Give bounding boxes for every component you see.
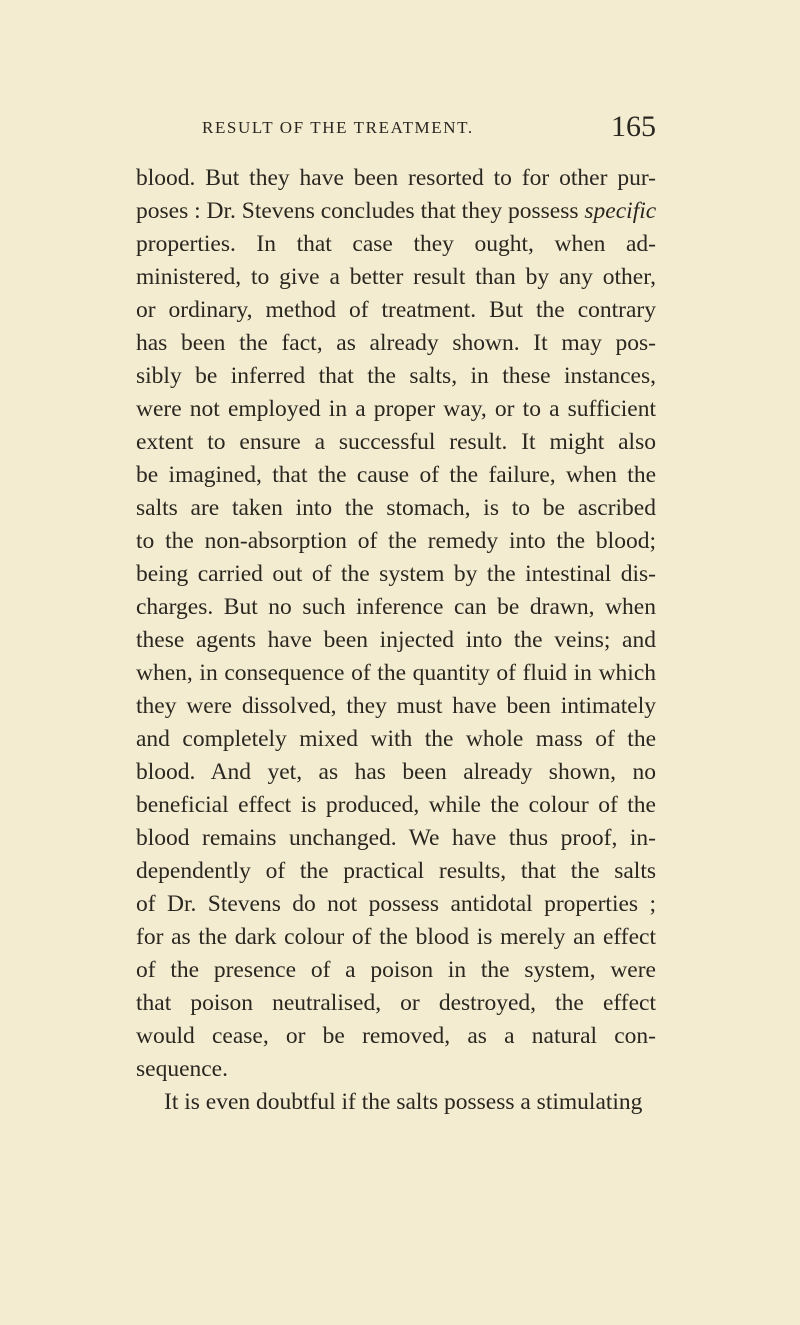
text-line: blood. And yet, as has been already shown, no bbox=[136, 759, 656, 785]
paragraph-first-line: It is even doubtful if the salts possess a stimulating bbox=[164, 1089, 643, 1115]
body-text bbox=[136, 162, 656, 1119]
running-title: RESULT OF THE TREATMENT. bbox=[202, 118, 474, 137]
text-line: they were dissolved, they must have been intimately bbox=[136, 693, 656, 719]
italic-word: specific bbox=[584, 198, 657, 224]
text-line: of the presence of a poison in the system, were bbox=[136, 957, 656, 983]
text-line: or ordinary, method of treatment. But the contrary bbox=[136, 297, 656, 323]
text-line: blood. But they have been resorted to for other pur- bbox=[136, 165, 656, 191]
text-line: were not employed in a proper way, or to a sufficient bbox=[136, 396, 656, 422]
text-line: charges. But no such inference can be drawn, when bbox=[136, 594, 656, 620]
text-line: properties. In that case they ought, when ad- bbox=[136, 231, 656, 257]
text-line: these agents have been injected into the veins; and bbox=[136, 627, 656, 653]
text-line: sibly be inferred that the salts, in these instances, bbox=[136, 363, 656, 389]
text-line: ministered, to give a better result than by any other, bbox=[136, 264, 656, 290]
text-line: for as the dark colour of the blood is merely an effect bbox=[136, 924, 656, 950]
text-line: dependently of the practical results, that the salts bbox=[136, 858, 656, 884]
text-line: being carried out of the system by the intestinal dis- bbox=[136, 561, 656, 587]
text-line: extent to ensure a successful result. It might also bbox=[136, 429, 656, 455]
text-line: salts are taken into the stomach, is to be ascribed bbox=[136, 495, 656, 521]
text-line: would cease, or be removed, as a natural con- bbox=[136, 1023, 656, 1049]
text-line: and completely mixed with the whole mass of the bbox=[136, 726, 656, 752]
text-line-segment: poses : Dr. Stevens concludes that they possess bbox=[136, 198, 585, 224]
text-line: beneficial effect is produced, while the colour of the bbox=[136, 792, 656, 818]
running-header bbox=[136, 110, 656, 150]
text-line: of Dr. Stevens do not possess antidotal properties ; bbox=[136, 891, 656, 917]
text-line: sequence. bbox=[136, 1056, 228, 1082]
text-line bbox=[136, 195, 656, 228]
text-line: be imagined, that the cause of the failure, when the bbox=[136, 462, 656, 488]
text-line: that poison neutralised, or destroyed, the effect bbox=[136, 990, 656, 1016]
text-line: has been the fact, as already shown. It may pos- bbox=[136, 330, 656, 356]
text-line: when, in consequence of the quantity of fluid in which bbox=[136, 660, 656, 686]
text-line: to the non-absorption of the remedy into the blood; bbox=[136, 528, 656, 554]
page-number: 165 bbox=[611, 110, 656, 143]
text-line: blood remains unchanged. We have thus proof, in- bbox=[136, 825, 656, 851]
